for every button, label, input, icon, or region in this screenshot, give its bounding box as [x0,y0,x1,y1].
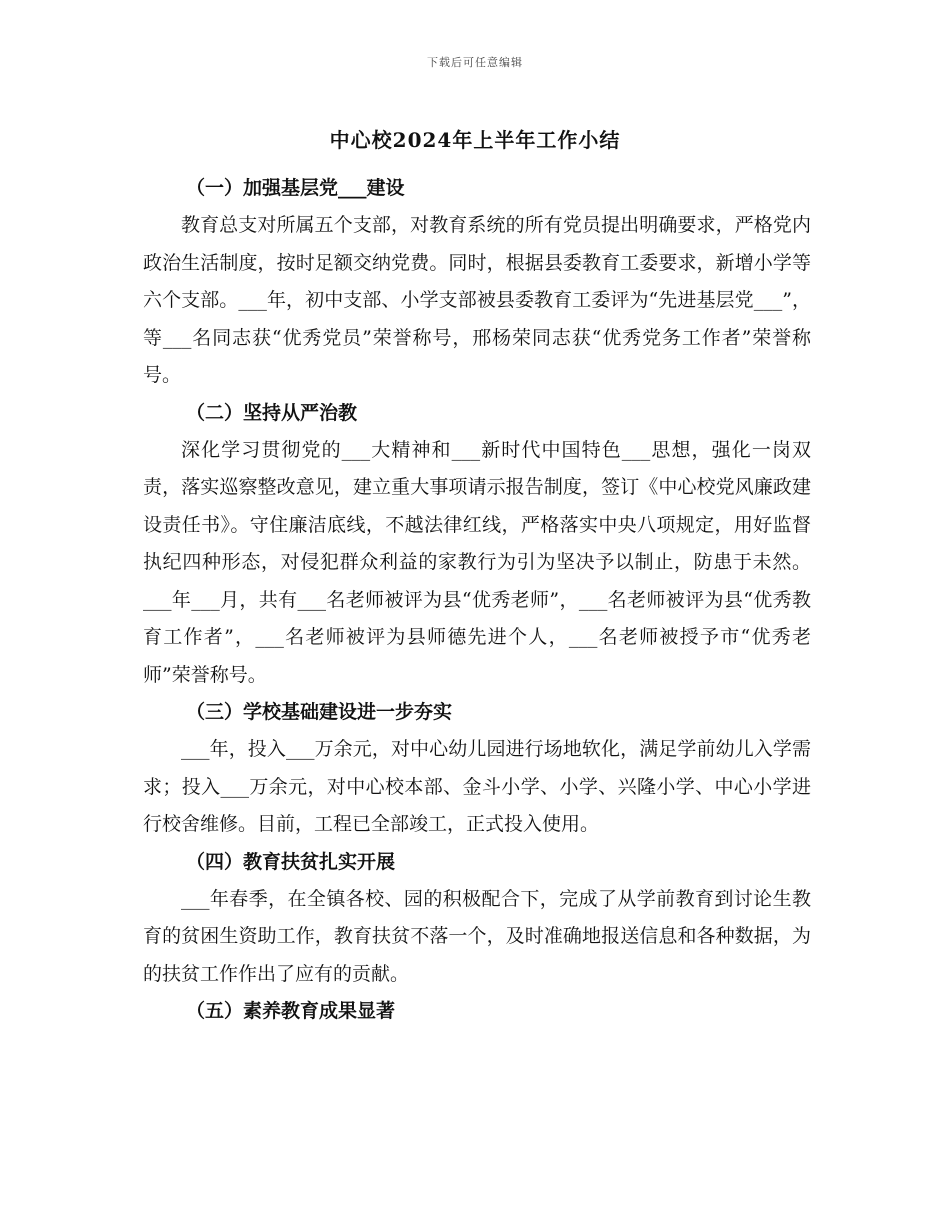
section-heading-3: （三）学校基础建设进一步夯实 [186,701,453,723]
section-heading-5: （五）素养教育成果显著 [186,1000,396,1022]
section-heading-4: （四）教育扶贫扎实开展 [186,850,396,873]
section-paragraph-3: ___年，投入___万余元，对中心幼儿园进行场地软化，满足学前幼儿入学需求；投入___万余元，对中心校本部、金斗小学、小学、兴隆小学、中心小学进行校舍维修。目前，工程已全部竣工，正式投入使用。 [143,738,811,835]
section-heading-2: （二）坚持从严治教 [186,401,358,424]
section-paragraph-2: 深化学习贯彻党的___大精神和___新时代中国特色___思想，强化一岗双责，落实巡察整改意见，建立重大事项请示报告制度，签订《中心校党风廉政建设责任书》。守住廉洁底线，不越法律红线，严格落实中央八项规定，用好监督执纪四种形态，对侵犯群众利益的家教行为引为坚决予以制止，防患于未然。___年___月，共有___名老师被评为县“优秀老师”，___名老师被评为县“优秀教育工作者”，___名老师被评为县师德先进个人，___名老师被授予市“优秀老师”荣誉称号。 [143,438,811,686]
section-paragraph-1: 教育总支对所属五个支部，对教育系统的所有党员提出明确要求，严格党内政治生活制度，按时足额交纳党费。同时，根据县委教育工委要求，新增小学等六个支部。___年，初中支部、小学支部被县委教育工委评为“先进基层党___”，等___名同志获“优秀党员”荣誉称号，邢杨荣同志获“优秀党务工作者”荣誉称号。 [143,214,811,386]
section-paragraph-4: ___年春季，在全镇各校、园的积极配合下，完成了从学前教育到讨论生教育的贫困生资助工作，教育扶贫不落一个，及时准确地报送信息和各种数据，为的扶贫工作作出了应有的贡献。 [143,887,811,985]
page-header-note: 下载后可任意编辑 [427,56,523,69]
document-title: 中心校2024年上半年工作小结 [329,128,621,152]
document-body [143,170,811,1030]
section-heading-1: （一）加强基层党___建设 [186,177,405,199]
